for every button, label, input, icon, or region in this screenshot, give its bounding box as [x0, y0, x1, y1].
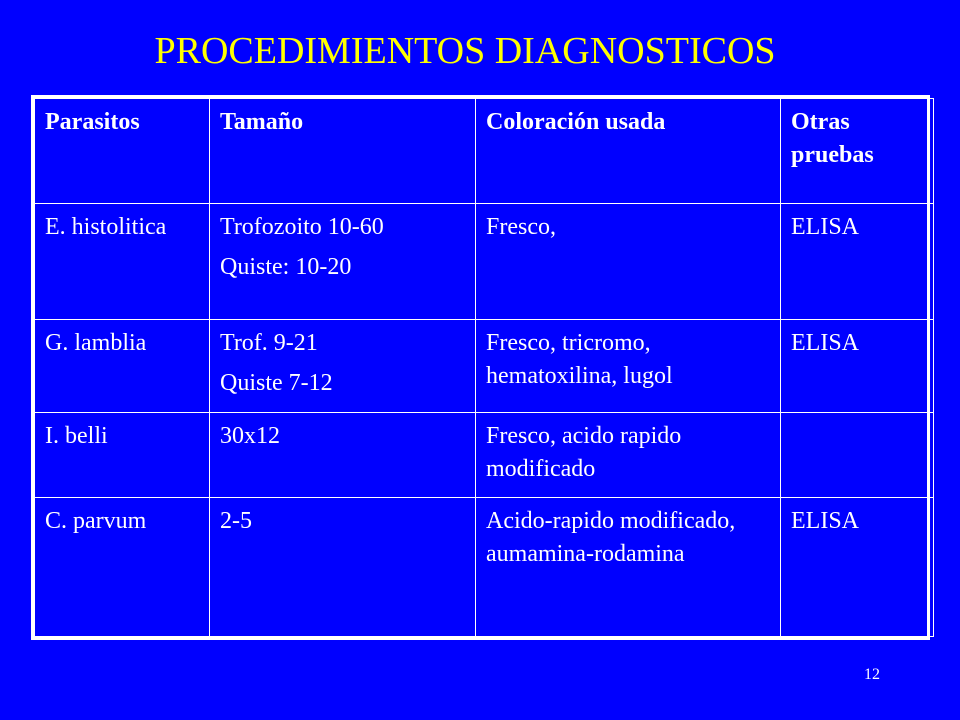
cell-parasite: C. parvum	[35, 498, 210, 637]
page-number: 12	[864, 666, 880, 683]
size-line: 30x12	[220, 423, 280, 449]
slide-title: PROCEDIMIENTOS DIAGNOSTICOS	[154, 30, 776, 72]
cell-stain: Fresco, tricromo, hematoxilina, lugol	[476, 320, 781, 413]
table-row	[35, 320, 934, 413]
cell-size	[210, 320, 476, 413]
size-line: Quiste 7-12	[220, 370, 333, 396]
header-coloracion-usada: Coloración usada	[476, 99, 781, 204]
cell-size	[210, 498, 476, 637]
cell-other-tests: ELISA	[781, 320, 934, 413]
cell-stain: Fresco, acido rapido modificado	[476, 413, 781, 498]
header-parasitos: Parasitos	[35, 99, 210, 204]
cell-parasite: E. histolitica	[35, 204, 210, 320]
cell-other-tests: ELISA	[781, 204, 934, 320]
cell-parasite: I. belli	[35, 413, 210, 498]
table-header-row	[35, 99, 934, 204]
size-line: Quiste: 10-20	[220, 254, 352, 280]
size-line: 2-5	[220, 508, 252, 534]
data-table	[34, 98, 934, 637]
cell-stain: Acido-rapido modificado, aumamina-rodamina	[476, 498, 781, 637]
diagnostic-procedures-table	[31, 95, 930, 640]
table-row	[35, 498, 934, 637]
size-line: Trofozoito 10-60	[220, 214, 384, 240]
cell-size	[210, 413, 476, 498]
cell-parasite: G. lamblia	[35, 320, 210, 413]
table-row	[35, 413, 934, 498]
header-otras-pruebas: Otras pruebas	[781, 99, 934, 204]
table-row	[35, 204, 934, 320]
cell-size	[210, 204, 476, 320]
cell-other-tests: ELISA	[781, 498, 934, 637]
cell-stain: Fresco,	[476, 204, 781, 320]
size-line: Trof. 9-21	[220, 330, 318, 356]
header-tamano: Tamaño	[210, 99, 476, 204]
cell-other-tests	[781, 413, 934, 498]
